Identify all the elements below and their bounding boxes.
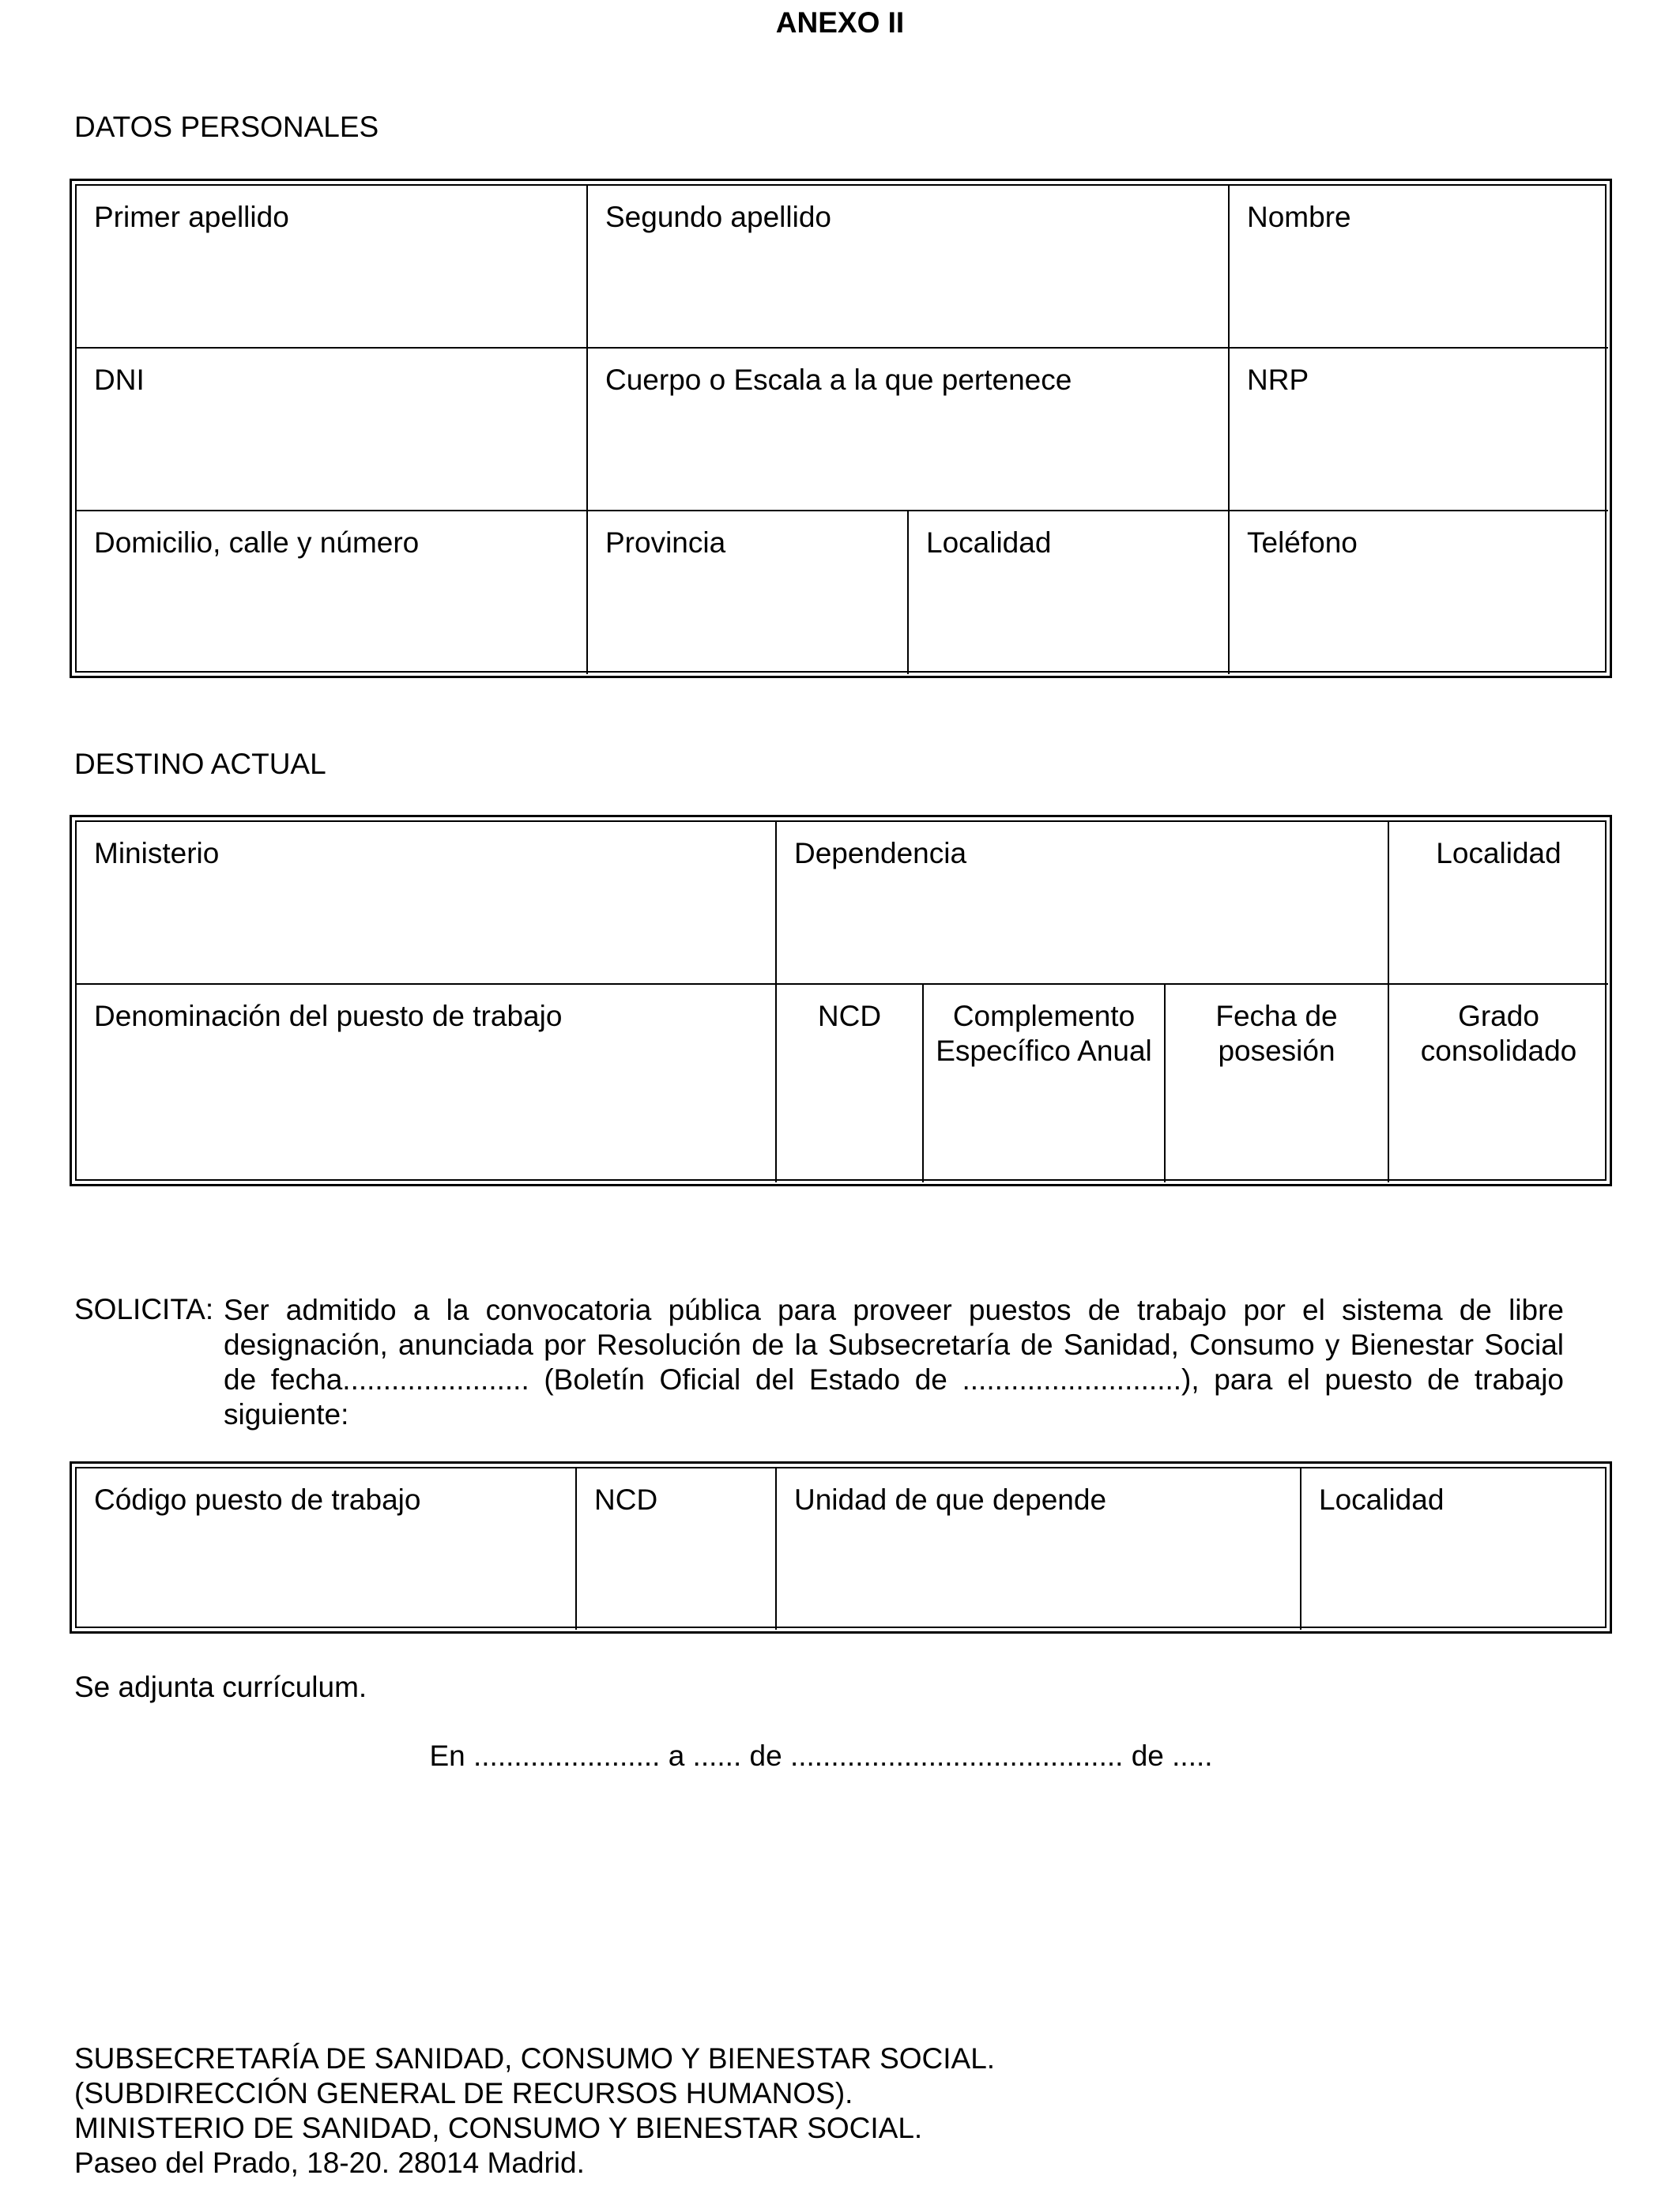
field-denominacion-puesto[interactable] (77, 985, 777, 1182)
section-heading-destino-actual: DESTINO ACTUAL (74, 748, 326, 780)
field-domicilio[interactable] (77, 511, 588, 674)
field-label: Domicilio, calle y número (94, 526, 420, 559)
section-heading-datos-personales: DATOS PERSONALES (74, 111, 379, 143)
field-label: Localidad (926, 526, 1052, 559)
field-label: Segundo apellido (605, 201, 831, 233)
field-label: Cuerpo o Escala a la que pertenece (605, 364, 1072, 396)
field-label: Unidad de que depende (794, 1483, 1107, 1516)
field-provincia[interactable] (588, 511, 909, 674)
destino-actual-table (70, 815, 1612, 1186)
field-puesto-ncd[interactable] (577, 1468, 777, 1630)
field-label: Localidad (1436, 837, 1561, 869)
field-primer-apellido[interactable] (77, 186, 588, 349)
field-dependencia[interactable] (777, 822, 1389, 985)
solicita-label: SOLICITA: (74, 1293, 214, 1325)
field-label: Denominación del puesto de trabajo (94, 1000, 563, 1032)
field-label: Teléfono (1247, 526, 1358, 559)
field-label: Grado consolidado (1420, 1000, 1577, 1067)
field-puesto-localidad[interactable] (1301, 1468, 1608, 1630)
field-unidad-depende[interactable] (777, 1468, 1301, 1630)
footer-line: Paseo del Prado, 18-20. 28014 Madrid. (74, 2147, 585, 2179)
solicita-text: Ser admitido a la convocatoria pública para proveer puestos de trabajo por el sistema de libre designación, anunciada por Resolución de la Subsecretaría de Sanidad, Consumo y Bienestar Social de fecha....................... (Boletín Oficial del Estado de ...........................), para el puesto de trabajo siguiente: (224, 1294, 1564, 1431)
puesto-table (70, 1461, 1612, 1634)
footer-line: (SUBDIRECCIÓN GENERAL DE RECURSOS HUMANOS). (74, 2077, 853, 2109)
field-cuerpo-escala[interactable] (588, 349, 1230, 511)
field-codigo-puesto[interactable] (77, 1468, 577, 1630)
field-label: NRP (1247, 364, 1309, 396)
field-label: Nombre (1247, 201, 1351, 233)
field-dni[interactable] (77, 349, 588, 511)
footer-address (74, 2041, 995, 2181)
field-grado-consolidado[interactable] (1389, 985, 1608, 1182)
field-label: NCD (817, 1000, 882, 1032)
adjunta-curriculum-text: Se adjunta currículum. (74, 1671, 367, 1703)
field-label: Código puesto de trabajo (94, 1483, 421, 1516)
field-label: DNI (94, 364, 145, 396)
field-label: Dependencia (794, 837, 967, 869)
field-ministerio[interactable] (77, 822, 777, 985)
datos-personales-table (70, 179, 1612, 678)
field-destino-localidad[interactable] (1389, 822, 1608, 985)
field-nombre[interactable] (1230, 186, 1608, 349)
field-complemento-especifico[interactable] (924, 985, 1166, 1182)
page-title: ANEXO II (775, 6, 905, 39)
field-label: NCD (594, 1483, 658, 1516)
field-telefono[interactable] (1230, 511, 1608, 674)
field-ncd[interactable] (777, 985, 924, 1182)
field-nrp[interactable] (1230, 349, 1608, 511)
field-fecha-posesion[interactable] (1166, 985, 1389, 1182)
field-segundo-apellido[interactable] (588, 186, 1230, 349)
field-label: Primer apellido (94, 201, 289, 233)
field-label: Provincia (605, 526, 726, 559)
field-label: Ministerio (94, 837, 220, 869)
footer-line: SUBSECRETARÍA DE SANIDAD, CONSUMO Y BIENESTAR SOCIAL. (74, 2042, 996, 2075)
field-label: Complemento Específico Anual (936, 1000, 1152, 1067)
field-localidad[interactable] (909, 511, 1230, 674)
footer-line: MINISTERIO DE SANIDAD, CONSUMO Y BIENESTAR SOCIAL. (74, 2112, 923, 2144)
field-label: Fecha de posesión (1215, 1000, 1338, 1067)
fecha-linea: En ....................... a ...... de ......................................... de ..... (429, 1740, 1213, 1772)
field-label: Localidad (1319, 1483, 1445, 1516)
